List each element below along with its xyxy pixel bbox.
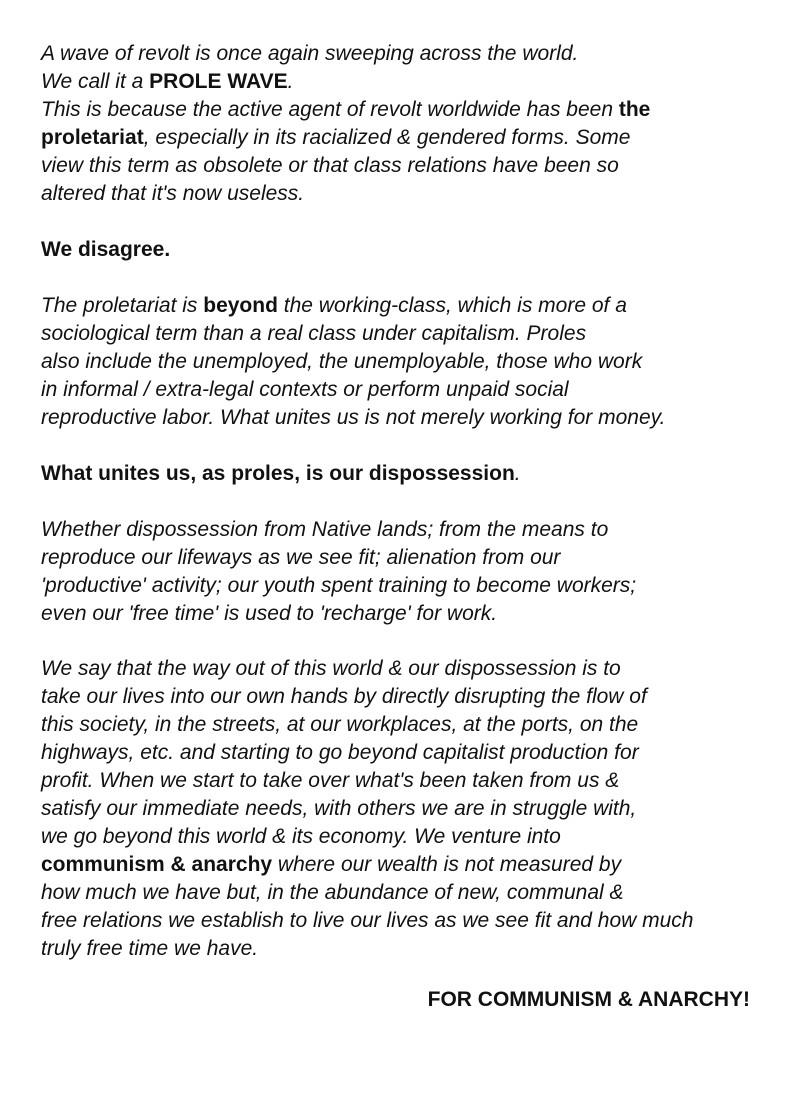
dispossession-line: reproduce our lifeways as we see fit; alienation from our (41, 546, 561, 569)
dispossession-line: 'productive' activity; our youth spent training to become workers; (41, 574, 637, 597)
unites-line (41, 460, 771, 488)
intro-text: view this term as obsolete or that class relations have been so (41, 154, 619, 177)
way-out-line: take our lives into our own hands by directly disrupting the flow of (41, 685, 647, 708)
way-out-line: highways, etc. and starting to go beyond capitalist production for (41, 741, 639, 764)
way-out-line (41, 851, 771, 879)
way-out-line: truly free time we have. (41, 937, 259, 960)
disagree-heading (41, 236, 771, 264)
intro-text: A wave of revolt is once again sweeping across the world. (41, 42, 579, 65)
way-out-text: where our wealth is not measured by (272, 853, 622, 876)
proletariat-text: the working-class, which is more of a (277, 294, 627, 317)
intro-text: altered that it's now useless. (41, 182, 305, 205)
intro-text: , especially in its racialized & gendered forms. Some (143, 126, 631, 149)
proletariat-paragraph (41, 292, 771, 432)
intro-text: . (287, 70, 294, 93)
proletariat-line: also include the unemployed, the unemployable, those who work (41, 350, 643, 373)
intro-line (41, 180, 771, 208)
proletariat-line: in informal / extra-legal contexts or perform unpaid social (41, 378, 569, 401)
dispossession-paragraph (41, 516, 771, 628)
proletariat-line (41, 292, 771, 320)
beyond-emphasis: beyond (203, 294, 278, 317)
communism-anarchy-emphasis: communism & anarchy (41, 853, 273, 876)
closing-slogan: FOR COMMUNISM & ANARCHY! (427, 988, 750, 1011)
intro-line (41, 96, 771, 124)
unites-heading (41, 460, 771, 488)
dispossession-line: Whether dispossession from Native lands; from the means to (41, 518, 609, 541)
intro-line (41, 124, 771, 152)
unites-period: . (514, 462, 521, 485)
disagree-text: We disagree. (41, 238, 171, 261)
prole-wave-emphasis: PROLE WAVE (149, 70, 288, 93)
intro-line (41, 40, 771, 68)
way-out-line: free relations we establish to live our lives as we see fit and how much (41, 909, 694, 932)
way-out-line: how much we have but, in the abundance of new, communal & (41, 881, 624, 904)
intro-line (41, 68, 771, 96)
intro-text: This is because the active agent of revolt worldwide has been (41, 98, 619, 121)
dispossession-line: even our 'free time' is used to 'recharge' for work. (41, 602, 498, 625)
way-out-line: profit. When we start to take over what's been taken from us & (41, 769, 620, 792)
way-out-line: we go beyond this world & its economy. We venture into (41, 825, 561, 848)
the-emphasis: the (618, 98, 651, 121)
way-out-line: We say that the way out of this world & our dispossession is to (41, 657, 621, 680)
intro-line (41, 152, 771, 180)
way-out-line: satisfy our immediate needs, with others we are in struggle with, (41, 797, 637, 820)
way-out-line: this society, in the streets, at our workplaces, at the ports, on the (41, 713, 639, 736)
intro-paragraph (41, 40, 771, 208)
proletariat-text: The proletariat is (41, 294, 204, 317)
way-out-paragraph (41, 655, 771, 963)
intro-text: We call it a (41, 70, 150, 93)
proletariat-emphasis: proletariat (41, 126, 144, 149)
unites-text: What unites us, as proles, is our dispossession (41, 462, 515, 485)
proletariat-line: reproductive labor. What unites us is not merely working for money. (41, 406, 666, 429)
proletariat-line: sociological term than a real class under capitalism. Proles (41, 322, 587, 345)
